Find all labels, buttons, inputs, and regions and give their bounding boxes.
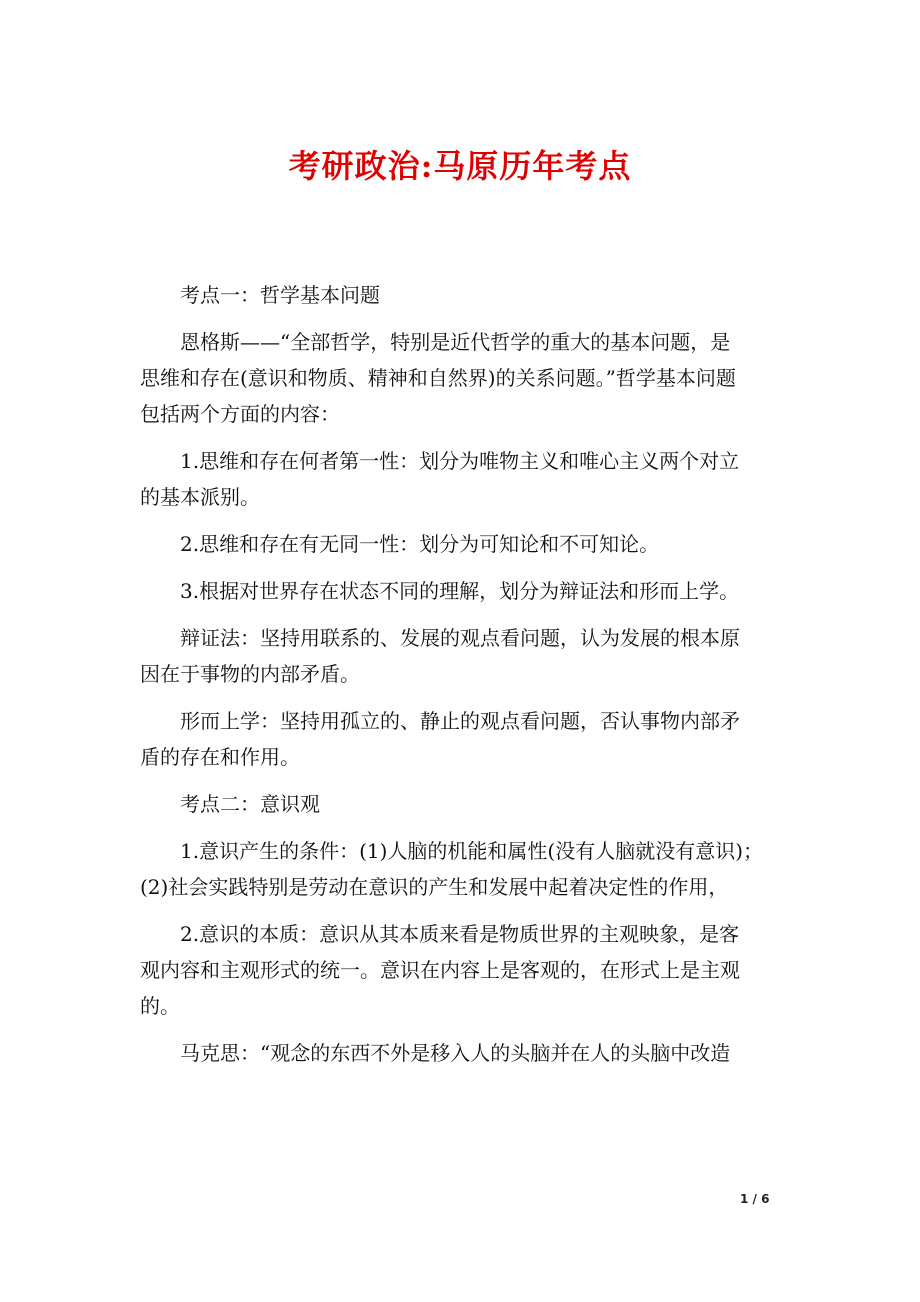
paragraph (140, 1035, 785, 1071)
text-line: 3.根据对世界存在状态不同的理解，划分为辩证法和形而上学。 (180, 579, 740, 603)
text-line: 1.意识产生的条件：(1)人脑的机能和属性(没有人脑就没有意识)； (180, 839, 764, 863)
text-line: 考点一：哲学基本问题 (180, 283, 380, 307)
text-line: 恩格斯——“全部哲学，特别是近代哲学的重大的基本问题，是 (180, 330, 731, 354)
paragraph (140, 703, 785, 775)
paragraph (140, 833, 785, 905)
text-line: 因在于事物的内部矛盾。 (140, 662, 360, 686)
paragraph (140, 526, 785, 562)
text-line: 辩证法：坚持用联系的、发展的观点看问题，认为发展的根本原 (180, 626, 740, 650)
text-line: 观内容和主观形式的统一。意识在内容上是客观的，在形式上是主观 (140, 958, 740, 982)
paragraph (140, 324, 785, 432)
text-line: 2.思维和存在有无同一性：划分为可知论和不可知论。 (180, 532, 660, 556)
text-line: 包括两个方面的内容： (140, 402, 340, 426)
text-line: 的基本派别。 (140, 485, 260, 509)
paragraph (140, 277, 785, 313)
text-line: 2.意识的本质：意识从其本质来看是物质世界的主观映象，是客 (180, 922, 740, 946)
page-number: 1 / 6 (740, 1192, 770, 1206)
text-line: 的。 (140, 994, 180, 1018)
text-line: (2)社会实践特别是劳动在意识的产生和发展中起着决定性的作用， (140, 875, 729, 899)
text-line: 形而上学：坚持用孤立的、静止的观点看问题，否认事物内部矛 (180, 709, 740, 733)
paragraph (140, 443, 785, 515)
text-line: 盾的存在和作用。 (140, 745, 300, 769)
text-line: 思维和存在(意识和物质、精神和自然界)的关系问题。”哲学基本问题 (140, 366, 736, 390)
text-line: 考点二：意识观 (180, 792, 320, 816)
paragraph (140, 620, 785, 692)
document-title: 考研政治:马原历年考点 (288, 147, 632, 185)
paragraph (140, 573, 785, 609)
text-line: 1.思维和存在何者第一性：划分为唯物主义和唯心主义两个对立 (180, 449, 740, 473)
paragraph (140, 916, 785, 1024)
document-body (140, 277, 785, 1082)
paragraph (140, 786, 785, 822)
text-line: 马克思：“观念的东西不外是移入人的头脑并在人的头脑中改造 (180, 1041, 731, 1065)
